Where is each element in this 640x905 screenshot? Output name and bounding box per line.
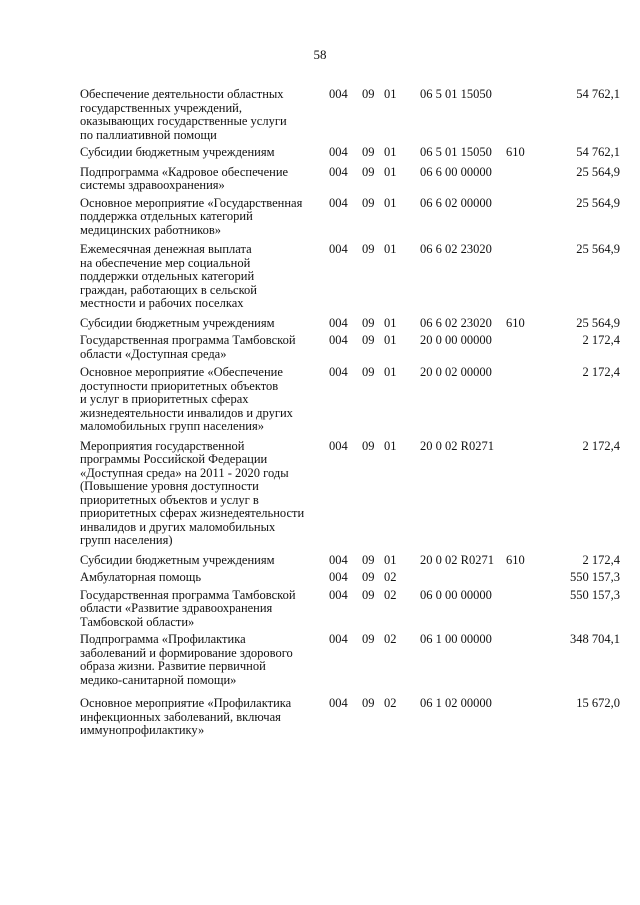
target-article-code: 06 6 02 23020 [420,242,492,256]
table-row [80,197,620,238]
row-name-line: области «Доступная среда» [80,346,227,361]
amount: 348 704,1 [570,632,620,646]
row-name [80,633,316,687]
target-article-code: 06 6 02 00000 [420,195,492,210]
table-row [80,440,620,548]
section-code: 09 [362,164,375,179]
row-name-line: доступности приоритетных объектов [80,378,279,393]
target-article-code: 06 1 02 00000 [420,696,492,710]
row-name [80,166,316,193]
target-article-code: 20 0 02 00000 [420,365,492,379]
row-name [80,146,316,160]
row-name-line: государственных учреждений, [80,100,242,115]
row-name-line: граждан, работающих в сельской [80,282,257,297]
row-name-line: поддержка отдельных категорий [80,209,253,223]
section-code: 09 [362,87,375,101]
table-row [80,166,620,193]
row-name-line: приоритетных сферах жизнедеятельности [80,506,305,520]
section-code: 09 [362,696,375,710]
amount: 25 564,9 [576,315,620,330]
row-name-line: групп населения) [80,533,173,547]
amount: 54 762,1 [576,87,620,101]
section-code: 09 [362,587,375,602]
row-name-line: Государственная программа Тамбовской [80,587,296,602]
section-code: 09 [362,242,375,256]
department-code: 004 [329,333,348,347]
section-code: 09 [362,195,375,210]
subsection-code: 01 [384,365,397,379]
row-name-line: Мероприятия государственной [80,438,245,453]
expense-type-code [506,589,536,630]
subsection-code: 01 [384,145,397,159]
row-name-line: на обеспечение мер социальной [80,255,251,270]
expense-type-code [506,88,536,142]
row-name-line: медицинских работников» [80,222,222,237]
row-name-line: инфекционных заболеваний, включая [80,709,281,724]
row-name [80,88,316,142]
department-code: 004 [329,587,348,602]
amount: 2 172,4 [582,365,620,379]
section-code: 09 [362,570,375,584]
department-code: 004 [329,552,348,567]
subsection-code: 02 [384,570,397,584]
row-name-line: местности и рабочих поселках [80,296,244,310]
table-row [80,571,620,585]
row-name-line: Подпрограмма «Профилактика [80,632,246,646]
target-article-code: 06 5 01 15050 [420,145,492,159]
subsection-code: 01 [384,333,397,347]
department-code: 004 [329,570,348,584]
amount: 2 172,4 [582,438,620,453]
row-name-line: Ежемесячная денежная выплата [80,242,252,256]
subsection-code: 02 [384,632,397,646]
subsection-code: 01 [384,315,397,330]
expense-type-code [506,366,536,434]
row-name-line: инвалидов и других маломобильных [80,519,276,534]
subsection-code: 01 [384,552,397,567]
target-article-code: 06 0 00 00000 [420,587,492,602]
expense-type-code: 610 [506,315,525,330]
row-name [80,571,316,585]
section-code: 09 [362,365,375,379]
amount: 15 672,0 [576,696,620,710]
subsection-code: 02 [384,696,397,710]
expense-type-code [506,334,536,361]
table-row [80,554,620,568]
row-name-line: Подпрограмма «Кадровое обеспечение [80,164,289,179]
row-name-line: Субсидии бюджетным учреждениям [80,145,275,159]
row-name-line: маломобильных групп населения» [80,419,264,433]
table-row [80,317,620,331]
row-name [80,366,316,434]
subsection-code: 02 [384,587,397,602]
department-code: 004 [329,164,348,179]
table-row [80,697,620,738]
table-row [80,366,620,434]
page-number: 58 [313,47,327,62]
department-code: 004 [329,438,348,453]
department-code: 004 [329,242,348,256]
subsection-code: 01 [384,87,397,101]
row-name [80,334,316,361]
row-name-line: иммунопрофилактику» [80,723,205,737]
expense-type-code [506,166,536,193]
expense-type-code [506,243,536,311]
row-name-line: по паллиативной помощи [80,127,217,142]
expense-type-code [506,197,536,238]
row-name-line: системы здравоохранения» [80,178,225,192]
expense-type-code: 610 [506,552,525,567]
department-code: 004 [329,195,348,210]
row-name-line: (Повышение уровня доступности [80,479,259,493]
amount: 25 564,9 [576,242,620,256]
expense-type-code [506,571,536,585]
table-row [80,633,620,687]
target-article-code: 06 6 02 23020 [420,315,492,330]
target-article-code: 06 6 00 00000 [420,164,492,179]
target-article-code: 20 0 02 R0271 [420,438,494,453]
row-name-line: программы Российской Федерации [80,452,268,466]
table-row [80,88,620,142]
row-name [80,243,316,311]
row-name [80,589,316,630]
amount: 550 157,3 [570,587,620,602]
row-name-line: Обеспечение деятельности областных [80,87,284,101]
section-code: 09 [362,145,375,159]
row-name-line: поддержки отдельных категорий [80,269,255,283]
row-name [80,197,316,238]
expense-type-code [506,440,536,548]
target-article-code: 20 0 02 R0271 [420,552,494,567]
row-name-line: образа жизни. Развитие первичной [80,659,266,673]
row-name-line: заболеваний и формирование здорового [80,645,293,660]
row-name-line: Субсидии бюджетным учреждениям [80,552,275,567]
table-row [80,243,620,311]
subsection-code: 01 [384,164,397,179]
budget-table [80,88,620,742]
row-name [80,317,316,331]
subsection-code: 01 [384,438,397,453]
subsection-code: 01 [384,195,397,210]
row-name-line: Основное мероприятие «Обеспечение [80,365,283,379]
target-article-code: 06 1 00 00000 [420,632,492,646]
row-name [80,697,316,738]
section-code: 09 [362,632,375,646]
table-row [80,589,620,630]
row-name-line: жизнедеятельности инвалидов и других [80,405,293,420]
amount: 25 564,9 [576,195,620,210]
row-name-line: Тамбовской области» [80,614,195,629]
row-name [80,440,316,548]
department-code: 004 [329,632,348,646]
amount: 2 172,4 [582,552,620,567]
row-name-line: Основное мероприятие «Профилактика [80,696,292,710]
row-name-line: «Доступная среда» на 2011 - 2020 годы [80,465,289,480]
target-article-code [420,571,506,585]
row-name-line: и услуг в приоритетных сферах [80,392,249,406]
table-row [80,146,620,160]
expense-type-code [506,697,536,738]
department-code: 004 [329,365,348,379]
subsection-code: 01 [384,242,397,256]
section-code: 09 [362,315,375,330]
target-article-code: 20 0 00 00000 [420,333,492,347]
row-name-line: медико-санитарной помощи» [80,672,237,687]
table-row [80,334,620,361]
department-code: 004 [329,696,348,710]
amount: 25 564,9 [576,164,620,179]
row-name-line: Государственная программа Тамбовской [80,333,296,347]
expense-type-code: 610 [506,145,525,159]
section-code: 09 [362,438,375,453]
section-code: 09 [362,333,375,347]
row-name-line: области «Развитие здравоохранения [80,601,273,615]
row-name-line: Амбулаторная помощь [80,570,202,584]
row-name-line: оказывающих государственные услуги [80,114,287,128]
department-code: 004 [329,315,348,330]
expense-type-code [506,633,536,687]
row-name-line: приоритетных объектов и услуг в [80,492,259,507]
amount: 2 172,4 [582,333,620,347]
department-code: 004 [329,145,348,159]
target-article-code: 06 5 01 15050 [420,87,492,101]
row-name [80,554,316,568]
section-code: 09 [362,552,375,567]
row-name-line: Основное мероприятие «Государственная [80,195,303,210]
row-name-line: Субсидии бюджетным учреждениям [80,315,275,330]
department-code: 004 [329,87,348,101]
amount: 54 762,1 [576,145,620,159]
amount: 550 157,3 [570,570,620,584]
